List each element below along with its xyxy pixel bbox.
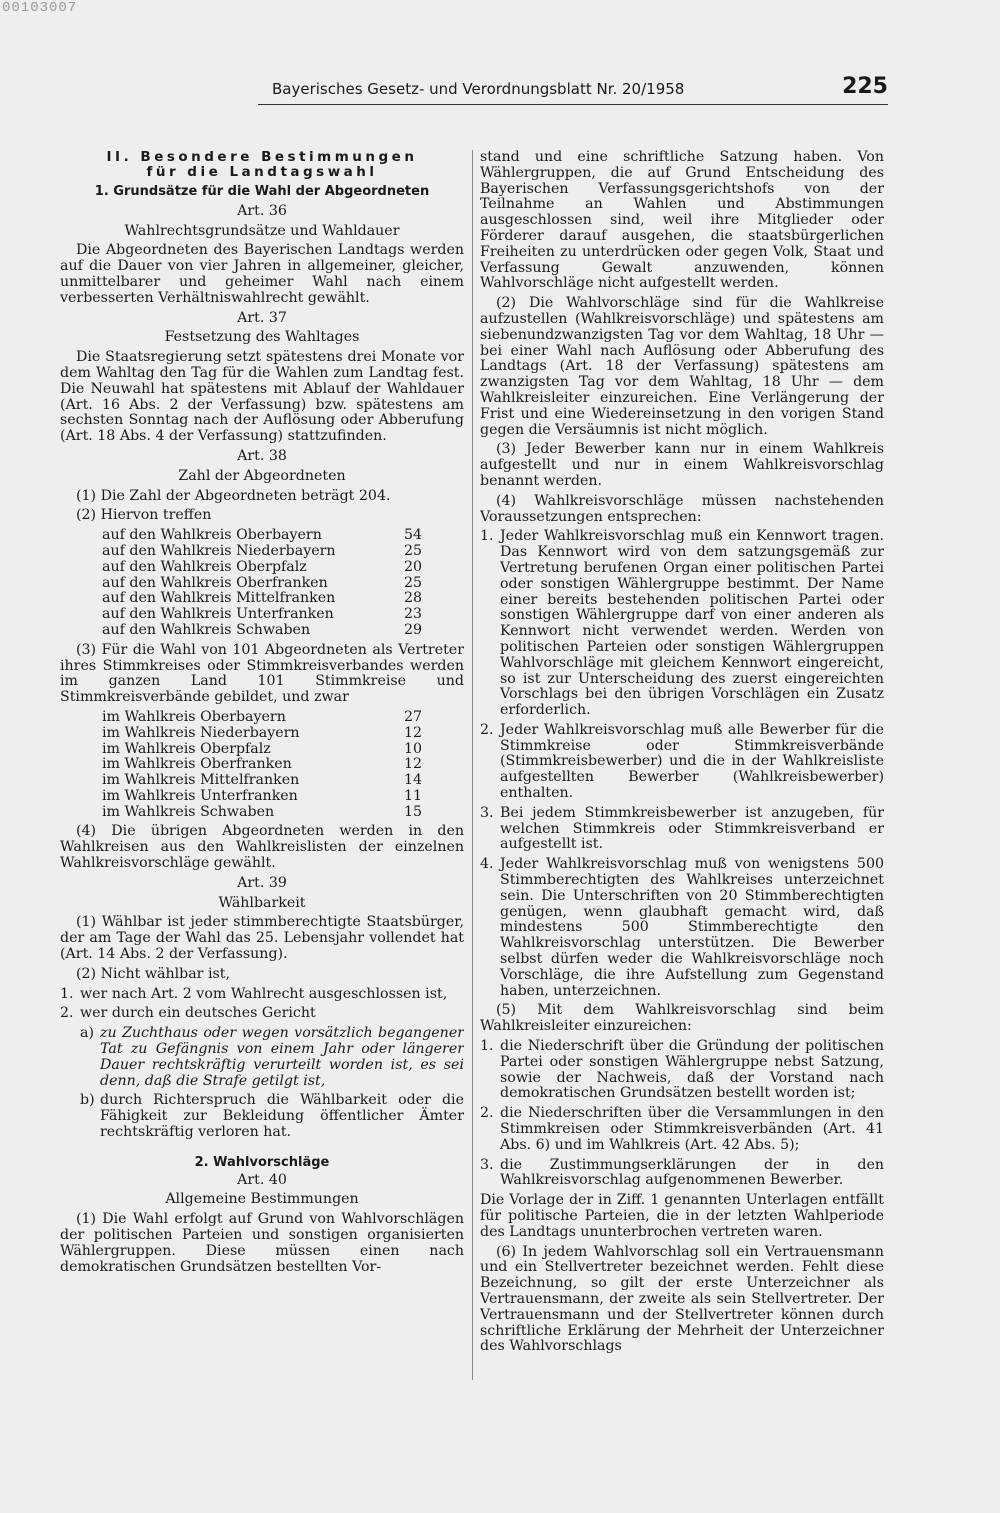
- item-text: durch Richterspruch die Wählbarkeit oder die Fähigkeit zur Bekleidung öffentlicher Ämter rechtskräftig verloren hat.: [100, 1092, 464, 1141]
- article-38-title: Zahl der Abgeordneten: [178, 467, 346, 484]
- distribution-value: 10: [403, 740, 422, 757]
- item-number: 4.: [480, 856, 494, 873]
- distribution-label: auf den Wahlkreis Oberbayern: [102, 527, 322, 544]
- article-38-para-1: (1) Die Zahl der Abgeordneten beträgt 204.: [76, 487, 391, 504]
- article-40-para-5-tail: Die Vorlage der in Ziff. 1 genannten Unterlagen entfällt für politische Parteien, die in der letzten Wahlperiode des Landtags ununterbrochen vertreten waren.: [480, 1192, 884, 1240]
- distribution-row: [102, 773, 464, 789]
- distribution-label: auf den Wahlkreis Schwaben: [102, 621, 311, 638]
- item-text: die Niederschrift über die Gründung der politischen Partei oder sonstigen Wählergruppe nebst Satzung, sowie der Nachweis, daß der Vorstand nach demokratischen Grundsätzen bestellt worden ist;: [500, 1038, 884, 1102]
- journal-title: Bayerisches Gesetz- und Verordnungsblatt Nr. 20/1958: [272, 80, 685, 98]
- numbered-item: [480, 1158, 884, 1190]
- numbered-item: [480, 1106, 884, 1153]
- part-heading-line2: für die Landtagswahl: [146, 164, 378, 180]
- seat-distribution-list: [60, 528, 464, 639]
- distribution-row: [102, 591, 464, 607]
- article-40-para-3: (3) Jeder Bewerber kann nur in einem Wahlkreis aufgestellt und nur in einem Wahlkreisvorschlag benannt werden.: [480, 441, 884, 489]
- distribution-label: im Wahlkreis Oberpfalz: [102, 740, 271, 757]
- distribution-row: [102, 607, 464, 623]
- item-number: 2.: [480, 1105, 494, 1122]
- left-column: [60, 150, 464, 1390]
- distribution-value: 12: [403, 756, 422, 773]
- article-40-para-4: (4) Wahlkreisvorschläge müssen nachstehenden Voraussetzungen entsprechen:: [480, 492, 884, 525]
- distribution-row: [102, 560, 464, 576]
- item-number: 1.: [60, 985, 74, 1002]
- article-40-para-1-continued: stand und eine schriftliche Satzung haben. Von Wählergruppen, die auf Grund Entscheidung des Bayerischen Verfassungsgerichtshofs von der Teilnahme an Wahlen und Abstimmungen ausgeschlossen sind, weil ihre Mitglieder oder Förderer darauf ausgehen, die staatsbürgerlichen Freiheiten zu unterdrücken oder gegen Volk, Staat und Verfassung Gewalt anzuwenden, können Wahlvorschläge nicht aufgestellt werden.: [480, 150, 884, 292]
- item-text: Bei jedem Stimmkreisbewerber ist anzugeben, für welchen Stimmkreis oder Stimmkreisverband er aufgestellt ist.: [500, 804, 884, 853]
- distribution-value: 12: [403, 724, 422, 741]
- article-37-title: Festsetzung des Wahltages: [164, 329, 360, 346]
- article-38-para-2: (2) Hiervon treffen: [76, 507, 212, 524]
- distribution-value: 23: [403, 606, 422, 623]
- right-column: [480, 150, 884, 1390]
- item-text: wer nach Art. 2 vom Wahlrecht ausgeschlossen ist,: [80, 985, 448, 1002]
- part-heading-line1: II. Besondere Bestimmungen: [106, 150, 418, 165]
- article-36-text: Die Abgeordneten des Bayerischen Landtags werden auf die Dauer von vier Jahren in allgemeiner, gleicher, unmittelbarer und geheimer Wahl nach einem verbesserten Verhältniswahlrecht gewählt.: [60, 242, 464, 306]
- distribution-row: [102, 726, 464, 742]
- article-36-title: Wahlrechtsgrundsätze und Wahldauer: [124, 222, 400, 239]
- numbered-item: [480, 1039, 884, 1102]
- item-text: Jeder Wahlkreisvorschlag muß alle Bewerber für die Stimmkreise oder Stimmkreisverbände (Stimmkreisbewerber) und die in der Wahlkreisliste aufgestellten Bewerber (Wahlkreisbewerber) enthalten.: [500, 721, 884, 802]
- item-number: 3.: [480, 1156, 494, 1173]
- article-39-item-2a: [60, 1026, 464, 1089]
- numbered-item: [480, 529, 884, 719]
- running-header: [258, 74, 888, 105]
- distribution-label: auf den Wahlkreis Mittelfranken: [102, 590, 336, 607]
- distribution-label: auf den Wahlkreis Unterfranken: [102, 606, 334, 623]
- article-39-label: Art. 39: [237, 874, 287, 891]
- article-40-para-5: (5) Mit dem Wahlkreisvorschlag sind beim Wahlkreisleiter einzureichen:: [480, 1002, 884, 1035]
- distribution-value: 29: [403, 621, 422, 638]
- item-text: die Niederschriften über die Versammlungen in den Stimmkreisen oder Stimmkreisverbänden (Art. 41 Abs. 6) und im Wahlkreis (Art. 42 Abs. 5);: [500, 1105, 884, 1153]
- distribution-value: 15: [403, 803, 422, 820]
- numbered-item: [480, 857, 884, 999]
- article-40-para-2: (2) Die Wahlvorschläge sind für die Wahlkreise aufzustellen (Wahlkreisvorschläge) und spätestens am siebenundzwanzigsten Tag vor dem Wahltag, 18 Uhr — bei einer Wahl nach Auflösung oder Abberufung des Landtags (Art. 18 der Verfassung) spätestens am zwanzigsten Tag vor dem Wahltag, 18 Uhr — dem Wahlkreisleiter einzureichen. Eine Verlängerung der Frist und eine Wiedereinsetzung in den vorigen Stand gegen die Versäumnis ist nicht möglich.: [480, 295, 884, 438]
- article-40-para-6: (6) In jedem Wahlvorschlag soll ein Vertrauensmann und ein Stellvertreter bezeichnet werden. Fehlt diese Bezeichnung, so gilt der erste Unterzeichner als Vertrauensmann, der zweite als sein Stellvertreter. Der Vertrauensmann und der Stellvertreter können durch schriftliche Erklärung der Mehrheit der Unterzeichner des Wahlvorschlags: [480, 1243, 884, 1355]
- item-text: die Zustimmungserklärungen der in den Wahlkreisvorschlag aufgenommenen Bewerber.: [500, 1156, 884, 1189]
- archive-stamp: 00103007: [2, 0, 78, 16]
- para-4-requirements-list: [480, 529, 884, 999]
- section-heading-1: 1. Grundsätze für die Wahl der Abgeordneten: [94, 184, 430, 199]
- article-40-label: Art. 40: [237, 1171, 287, 1188]
- distribution-row: [102, 789, 464, 805]
- distribution-label: im Wahlkreis Unterfranken: [102, 787, 298, 804]
- item-number: 1.: [480, 1038, 494, 1055]
- distribution-value: 20: [403, 558, 422, 575]
- article-39-item-1: [60, 987, 464, 1003]
- article-38-para-3: (3) Für die Wahl von 101 Abgeordneten als Vertreter ihres Stimmkreises oder Stimmkreisverbandes werden im ganzen Land 101 Stimmkreise und Stimmkreisverbände gebildet, und zwar: [60, 641, 464, 706]
- article-39-para-1: (1) Wählbar ist jeder stimmberechtigte Staatsbürger, der am Tage der Wahl das 25. Lebensjahr vollendet hat (Art. 14 Abs. 2 der Verfassung).: [60, 914, 464, 963]
- distribution-label: im Wahlkreis Oberbayern: [102, 708, 286, 725]
- item-text: wer durch ein deutsches Gericht: [80, 1005, 316, 1022]
- article-38-para-4: (4) Die übrigen Abgeordneten werden in den Wahlkreisen aus den Wahlkreislisten der einzelnen Wahlkreisvorschläge gewählt.: [60, 823, 464, 872]
- distribution-value: 54: [403, 527, 422, 544]
- distribution-value: 27: [403, 708, 422, 725]
- article-39-title: Wählbarkeit: [218, 894, 306, 911]
- distribution-label: im Wahlkreis Schwaben: [102, 803, 275, 820]
- part-heading: [60, 150, 464, 180]
- article-37-text: Die Staatsregierung setzt spätestens drei Monate vor dem Wahltag den Tag für die Wahlen zum Landtag fest. Die Neuwahl hat spätestens mit Ablauf der Wahldauer (Art. 16 Abs. 2 der Verfassung) bzw. spätestens am sechsten Sonntag nach der Auflösung oder Abberufung (Art. 18 Abs. 4 der Verfassung) stattzufinden.: [60, 349, 464, 445]
- item-number: 3.: [480, 804, 494, 821]
- distribution-row: [102, 623, 464, 639]
- constituency-distribution-list: [60, 710, 464, 821]
- para-5-documents-list: [480, 1039, 884, 1189]
- section-heading-2: 2. Wahlvorschläge: [194, 1154, 330, 1170]
- item-text: Jeder Wahlkreisvorschlag muß ein Kennwort tragen. Das Kennwort wird von dem satzungsgemäß zur Vertretung berufenen Organ einer politischen Partei oder sonstigen Wählergruppe bestimmt. Der Name einer bereits bestehenden politischen Partei oder sonstigen Wählergruppe darf von einer anderen als Kennwort nicht verwendet werden. Werden von politischen Parteien oder sonstigen Wählergruppen Wahlvorschläge mit gleichem Kennwort eingereicht, so ist zur Unterscheidung des zuerst eingereichten Vorschlags bei den übrigen Vorschlägen ein Zusatz erforderlich.: [500, 528, 884, 719]
- distribution-value: 25: [403, 542, 422, 559]
- numbered-item: [480, 806, 884, 853]
- article-39-item-2: [60, 1006, 464, 1022]
- distribution-row: [102, 710, 464, 726]
- distribution-row: [102, 544, 464, 560]
- distribution-label: im Wahlkreis Niederbayern: [102, 724, 300, 741]
- distribution-value: 25: [403, 574, 422, 591]
- numbered-item: [480, 723, 884, 802]
- item-text: zu Zuchthaus oder wegen vorsätzlich begangener Tat zu Gefängnis von einem Jahr oder längerer Dauer rechtskräftig verurteilt worden ist, es sei denn, daß die Strafe getilgt ist,: [100, 1025, 464, 1089]
- article-39-item-2b: [60, 1093, 464, 1140]
- distribution-label: im Wahlkreis Mittelfranken: [102, 772, 300, 789]
- distribution-row: [102, 742, 464, 758]
- distribution-label: auf den Wahlkreis Oberpfalz: [102, 558, 307, 575]
- article-39-para-2: (2) Nicht wählbar ist,: [76, 965, 230, 982]
- distribution-row: [102, 805, 464, 821]
- item-number: 2.: [60, 1005, 74, 1022]
- article-40-para-1: (1) Die Wahl erfolgt auf Grund von Wahlvorschlägen der politischen Parteien und sonstigen organisierten Wählergruppen. Diese müssen einen nach demokratischen Grundsätzen bestellten Vor-: [60, 1211, 464, 1275]
- distribution-label: auf den Wahlkreis Niederbayern: [102, 542, 336, 559]
- column-divider: [472, 150, 473, 1380]
- distribution-row: [102, 576, 464, 592]
- distribution-row: [102, 757, 464, 773]
- item-text: Jeder Wahlkreisvorschlag muß von wenigstens 500 Stimmberechtigten des Wahlkreises unterzeichnet sein. Die Unterschriften von 20 Stimmberechtigten genügen, wenn glaubhaft gemacht wird, daß mindestens 500 Stimmberechtigte den Wahlkreisvorschlag unterstützen. Die Bewerber selbst dürfen weder die Wahlkreisvorschläge noch Vorschläge, die ihre Aufstellung zum Gegenstand haben, unterzeichnen.: [500, 856, 884, 999]
- article-36-label: Art. 36: [237, 202, 287, 219]
- item-number: 2.: [480, 721, 494, 738]
- distribution-value: 28: [403, 590, 422, 607]
- item-number: 1.: [480, 528, 494, 545]
- article-40-title: Allgemeine Bestimmungen: [165, 1191, 359, 1208]
- distribution-value: 14: [403, 772, 422, 789]
- article-38-label: Art. 38: [237, 447, 287, 464]
- distribution-value: 11: [403, 787, 422, 804]
- page-number: 225: [842, 74, 888, 99]
- distribution-label: auf den Wahlkreis Oberfranken: [102, 574, 328, 591]
- item-letter: a): [80, 1025, 94, 1042]
- distribution-label: im Wahlkreis Oberfranken: [102, 756, 292, 773]
- item-letter: b): [80, 1092, 95, 1109]
- article-37-label: Art. 37: [237, 309, 287, 326]
- distribution-row: [102, 528, 464, 544]
